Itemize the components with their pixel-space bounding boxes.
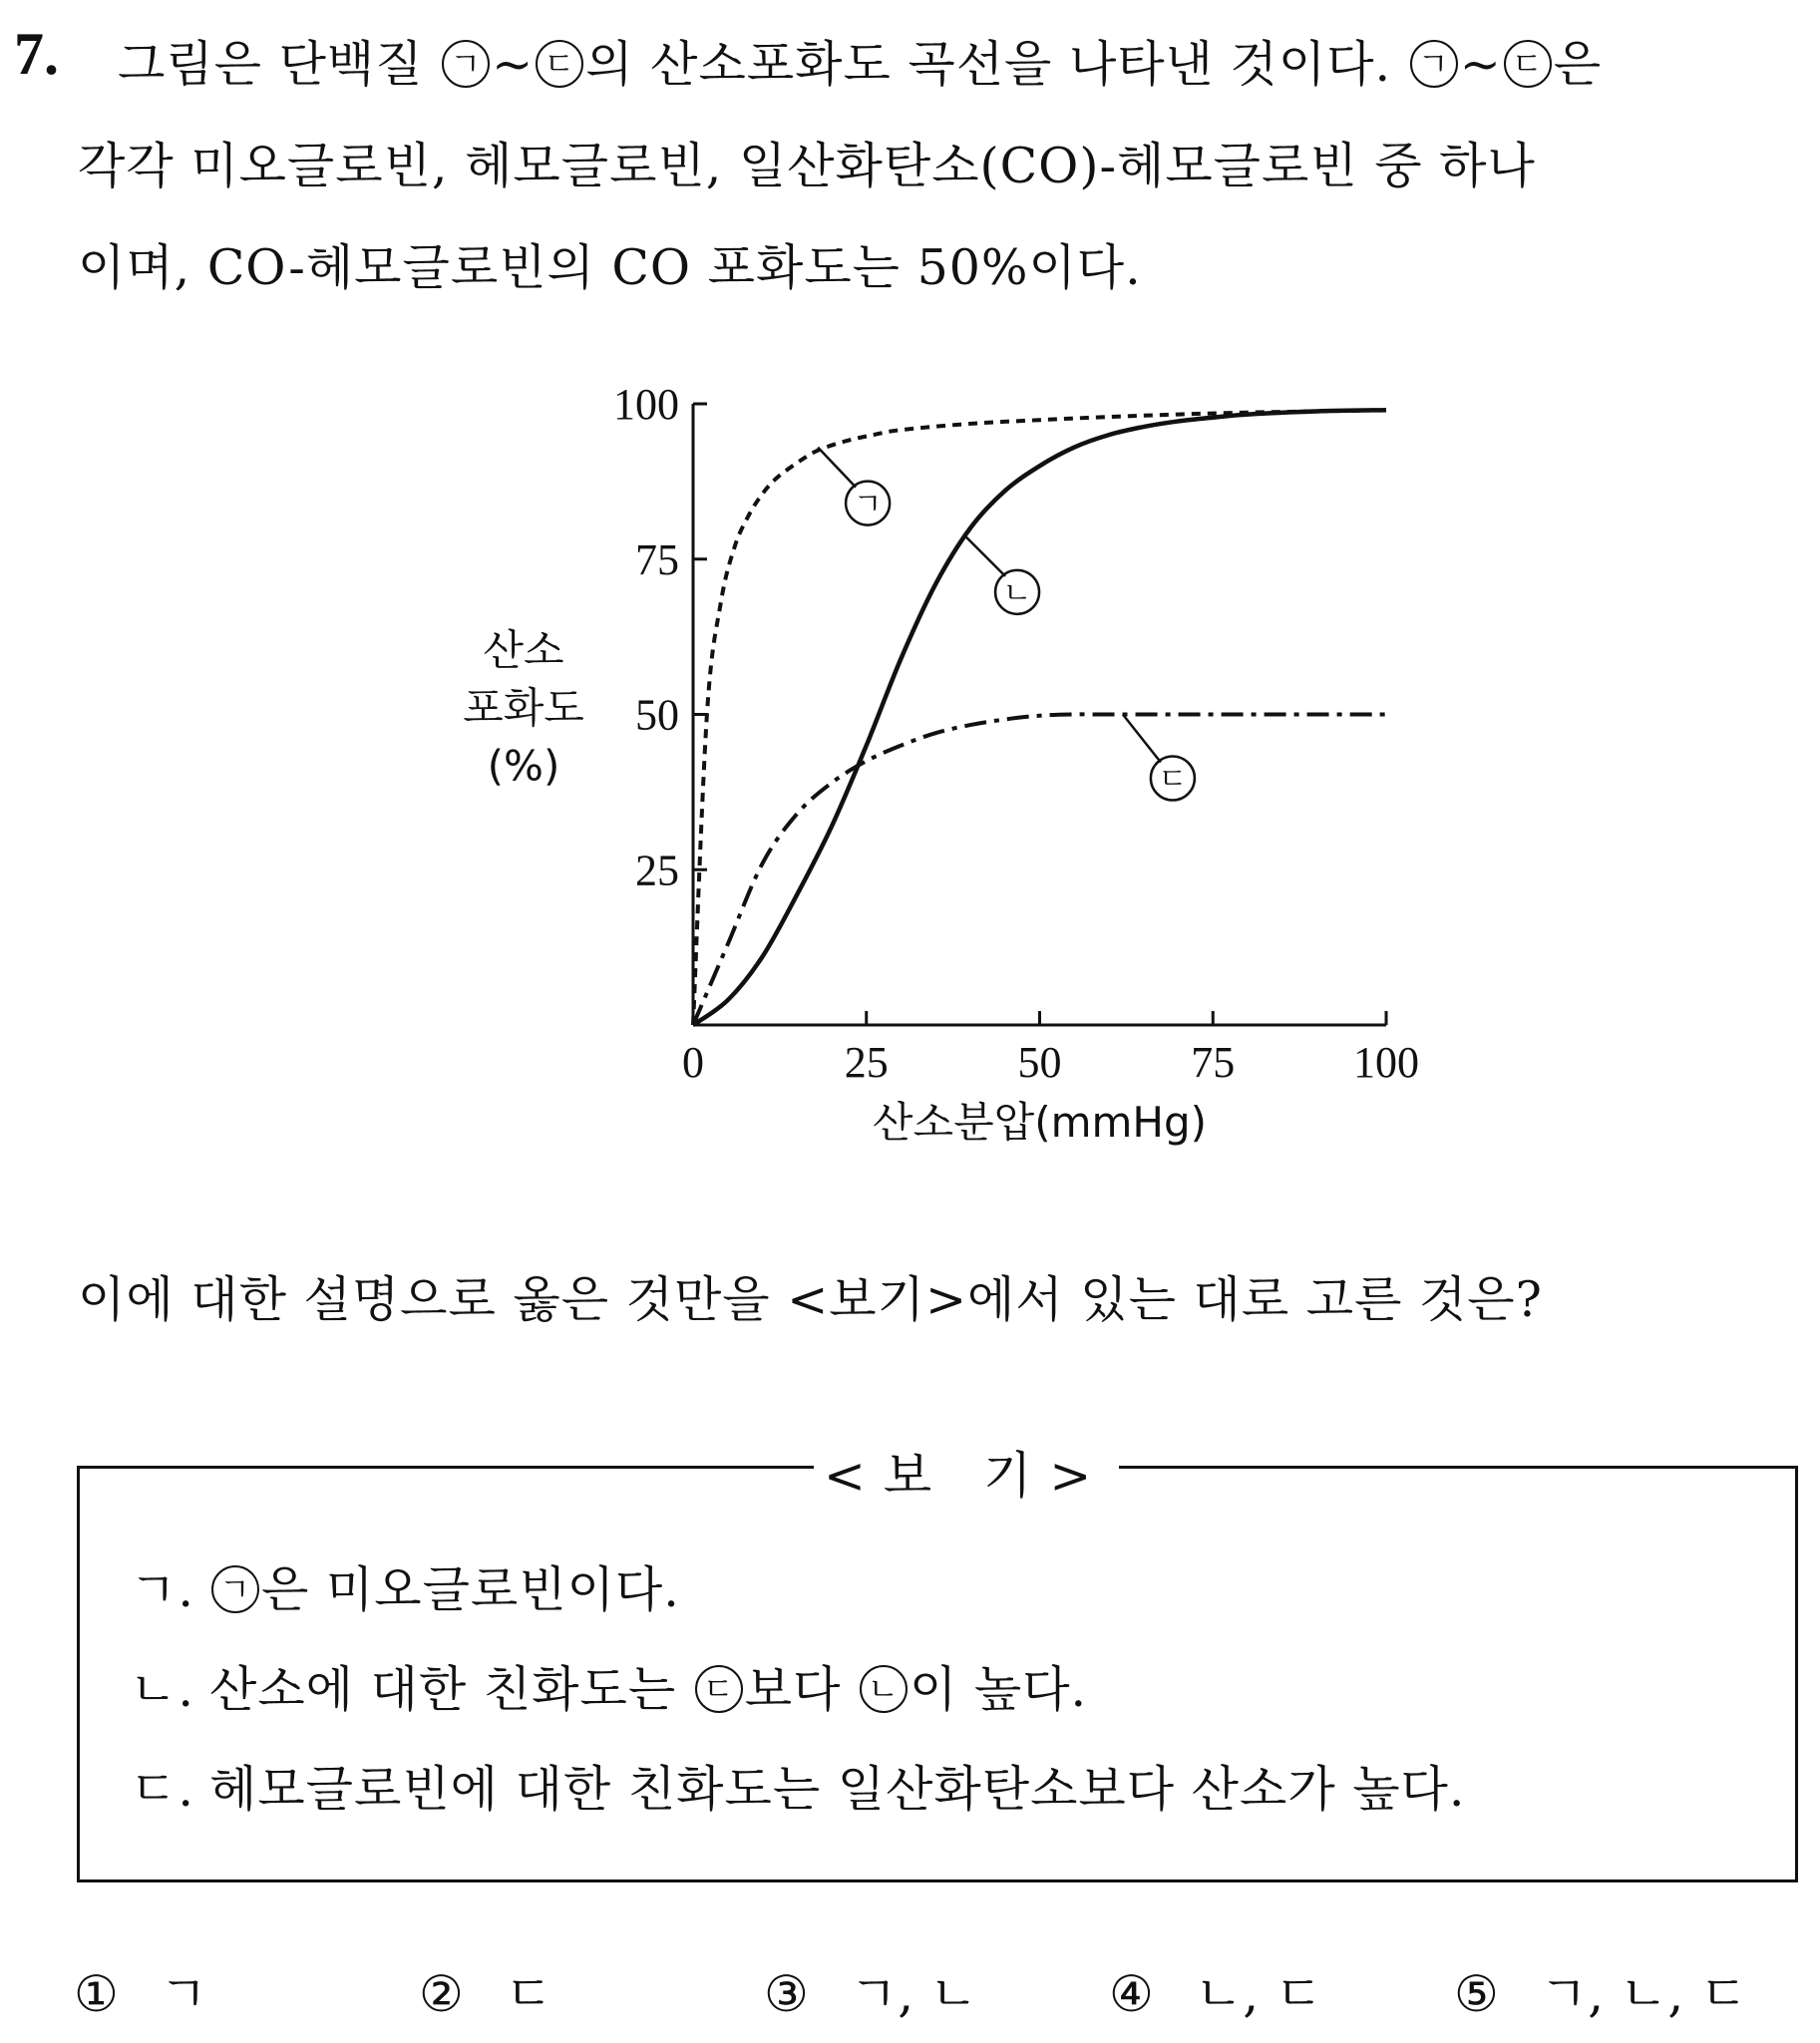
choice-number: ① bbox=[74, 1965, 119, 2023]
callout-line bbox=[1123, 715, 1161, 763]
choice-text: ㄱ, ㄴ bbox=[850, 1965, 978, 2023]
y-tick-label: 75 bbox=[635, 534, 679, 584]
x-tick-label: 25 bbox=[844, 1038, 889, 1087]
bogi-text: 이 높다. bbox=[909, 1661, 1088, 1718]
curve-ㄷ bbox=[693, 714, 1386, 1025]
y-axis-label-line-3: (%) bbox=[487, 741, 560, 791]
stem-line-3: 이며, CO-헤모글로빈의 CO 포화도는 50%이다. bbox=[78, 239, 1142, 296]
bogi-marker: ㄷ. bbox=[130, 1761, 194, 1818]
stem-text: ~ bbox=[1459, 36, 1502, 93]
stem-text: 그림은 단백질 bbox=[118, 36, 441, 93]
choice-number: ⑤ bbox=[1454, 1965, 1499, 2023]
choice-number: ③ bbox=[764, 1965, 809, 2023]
x-tick-label: 50 bbox=[1017, 1038, 1062, 1087]
stem-text: ~ bbox=[492, 36, 535, 93]
bogi-items bbox=[130, 1550, 1465, 1850]
choice-text: ㄱ, ㄴ, ㄷ bbox=[1540, 1965, 1748, 2023]
bogi-marker: ㄱ. bbox=[130, 1561, 194, 1618]
x-axis-label: 산소분압(mmHg) bbox=[872, 1098, 1208, 1147]
circled-label: ㄱ bbox=[211, 1565, 259, 1613]
circled-label: ㄷ bbox=[695, 1665, 743, 1713]
y-tick-label: 25 bbox=[635, 846, 679, 895]
question-prompt: 이에 대한 설명으로 옳은 것만을 <보기>에서 있는 대로 고른 것은? bbox=[78, 1271, 1543, 1328]
x-tick-label: 75 bbox=[1191, 1038, 1236, 1087]
curve-label-ㄷ: ㄷ bbox=[1158, 762, 1188, 798]
callout-line bbox=[963, 534, 1005, 576]
circled-label: ㄱ bbox=[442, 40, 490, 88]
question-stem bbox=[78, 14, 1803, 319]
choice-1[interactable] bbox=[74, 1954, 207, 2026]
choice-number: ④ bbox=[1109, 1965, 1154, 2023]
answer-choices bbox=[74, 1954, 1809, 2034]
oxygen-saturation-chart bbox=[0, 339, 1820, 1177]
chart-ticks bbox=[613, 380, 1419, 1087]
callout-line bbox=[818, 448, 856, 488]
y-tick-label: 100 bbox=[613, 380, 679, 429]
circled-label: ㄷ bbox=[1504, 40, 1552, 88]
x-tick-label: 100 bbox=[1353, 1038, 1419, 1087]
stem-line-1 bbox=[78, 14, 1803, 116]
choice-3[interactable] bbox=[764, 1954, 977, 2026]
curve-label-ㄱ: ㄱ bbox=[853, 487, 883, 522]
bogi-title: <보 기> bbox=[814, 1436, 1119, 1508]
bogi-text: 보다 bbox=[744, 1661, 858, 1718]
stem-line-2: 각각 미오글로빈, 헤모글로빈, 일산화탄소(CO)-헤모글로빈 중 하나 bbox=[78, 138, 1536, 194]
choice-5[interactable] bbox=[1454, 1954, 1747, 2026]
question-number: 7. bbox=[14, 21, 59, 87]
choice-text: ㄷ bbox=[505, 1965, 553, 2023]
curve-label-ㄴ: ㄴ bbox=[1002, 575, 1032, 611]
chart-curves bbox=[693, 410, 1386, 1025]
choice-number: ② bbox=[419, 1965, 464, 2023]
y-tick-label: 50 bbox=[635, 690, 679, 740]
choice-text: ㄴ, ㄷ bbox=[1195, 1965, 1323, 2023]
bogi-text: 은 미오글로빈이다. bbox=[261, 1561, 680, 1618]
choice-2[interactable] bbox=[419, 1954, 552, 2026]
circled-label: ㄴ bbox=[860, 1665, 908, 1713]
stem-text: 은 bbox=[1553, 36, 1603, 93]
bogi-item-2 bbox=[130, 1650, 1465, 1750]
y-axis-label-line-1: 산소 bbox=[483, 625, 564, 675]
circled-label: ㄷ bbox=[536, 40, 583, 88]
y-axis-label-line-2: 포화도 bbox=[463, 683, 584, 733]
choice-text: ㄱ bbox=[160, 1965, 208, 2023]
stem-text: 의 산소포화도 곡선을 나타낸 것이다. bbox=[585, 36, 1408, 93]
chart-curve-labels bbox=[818, 448, 1195, 801]
circled-label: ㄱ bbox=[1410, 40, 1458, 88]
choice-4[interactable] bbox=[1109, 1954, 1322, 2026]
bogi-text: 헤모글로빈에 대한 친화도는 일산화탄소보다 산소가 높다. bbox=[209, 1761, 1466, 1818]
bogi-item-1 bbox=[130, 1550, 1465, 1650]
bogi-marker: ㄴ. bbox=[130, 1661, 194, 1718]
x-tick-label: 0 bbox=[682, 1038, 704, 1087]
bogi-item-3 bbox=[130, 1750, 1465, 1850]
bogi-text: 산소에 대한 친화도는 bbox=[209, 1661, 693, 1718]
